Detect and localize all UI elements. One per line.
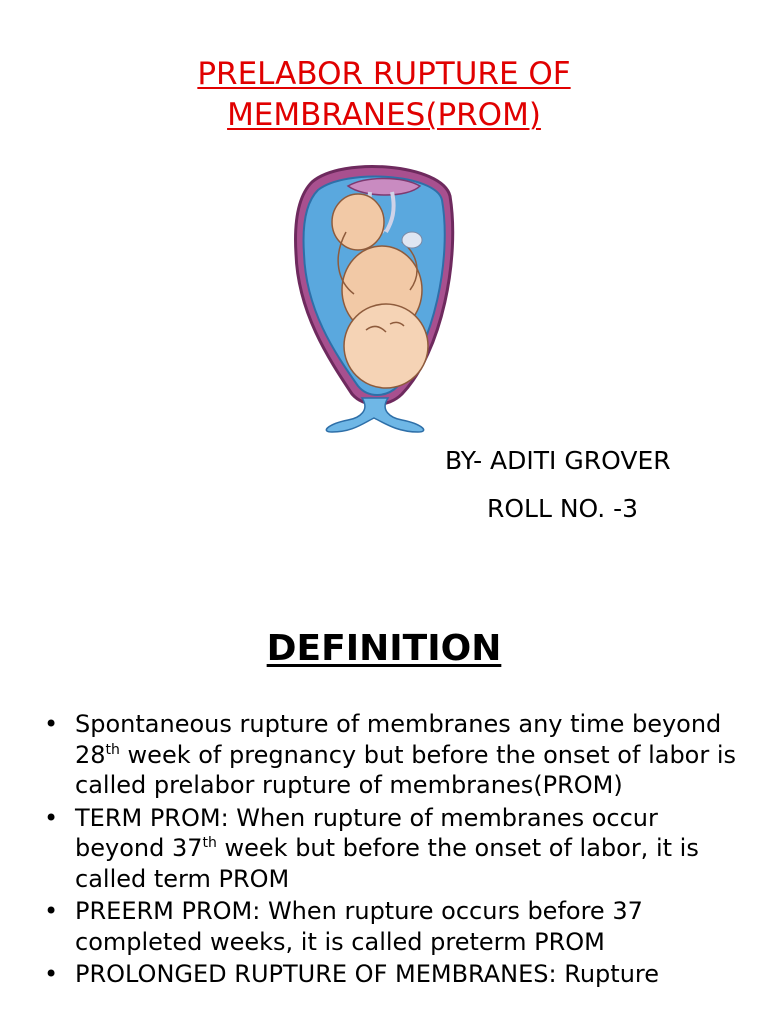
bullet-superscript: th bbox=[202, 835, 217, 851]
bullet-marker: • bbox=[44, 960, 59, 988]
definition-heading bbox=[0, 626, 768, 672]
slide-title bbox=[0, 54, 768, 136]
bullet-text-cont: week of pregnancy but before the onset of labor is called prelabor rupture of membranes(PROM) bbox=[75, 740, 737, 799]
bullet-item bbox=[44, 896, 744, 957]
bullet-text: TERM PROM: When rupture of membranes occur beyond 37 bbox=[75, 803, 658, 862]
bullet-item bbox=[44, 709, 744, 801]
roll-number: ROLL NO. -3 bbox=[487, 494, 639, 523]
fetus-in-womb-illustration bbox=[292, 162, 458, 434]
title-line-1: PRELABOR RUPTURE OF bbox=[197, 56, 571, 92]
definition-heading-text: DEFINITION bbox=[266, 628, 502, 669]
bullet-text: Spontaneous rupture of membranes any time beyond 28 bbox=[75, 710, 722, 769]
title-line-2: MEMBRANES(PROM) bbox=[227, 97, 541, 133]
bullet-item bbox=[44, 959, 744, 990]
bullet-text: PROLONGED RUPTURE OF MEMBRANES: Rupture bbox=[75, 960, 660, 988]
bullet-marker: • bbox=[44, 897, 59, 925]
bullet-text-cont: week but before the onset of labor, it is called term PROM bbox=[75, 834, 699, 893]
bullet-marker: • bbox=[44, 710, 59, 738]
bullet-superscript: th bbox=[105, 741, 120, 758]
author-name: BY- ADITI GROVER bbox=[445, 446, 671, 475]
definition-bullets bbox=[44, 709, 744, 992]
bullet-marker: • bbox=[44, 803, 59, 832]
bullet-item bbox=[44, 803, 744, 895]
definition-slide bbox=[0, 600, 768, 1024]
bullet-text: PREERM PROM: When rupture occurs before 37 completed weeks, it is called preterm PROM bbox=[75, 897, 643, 956]
